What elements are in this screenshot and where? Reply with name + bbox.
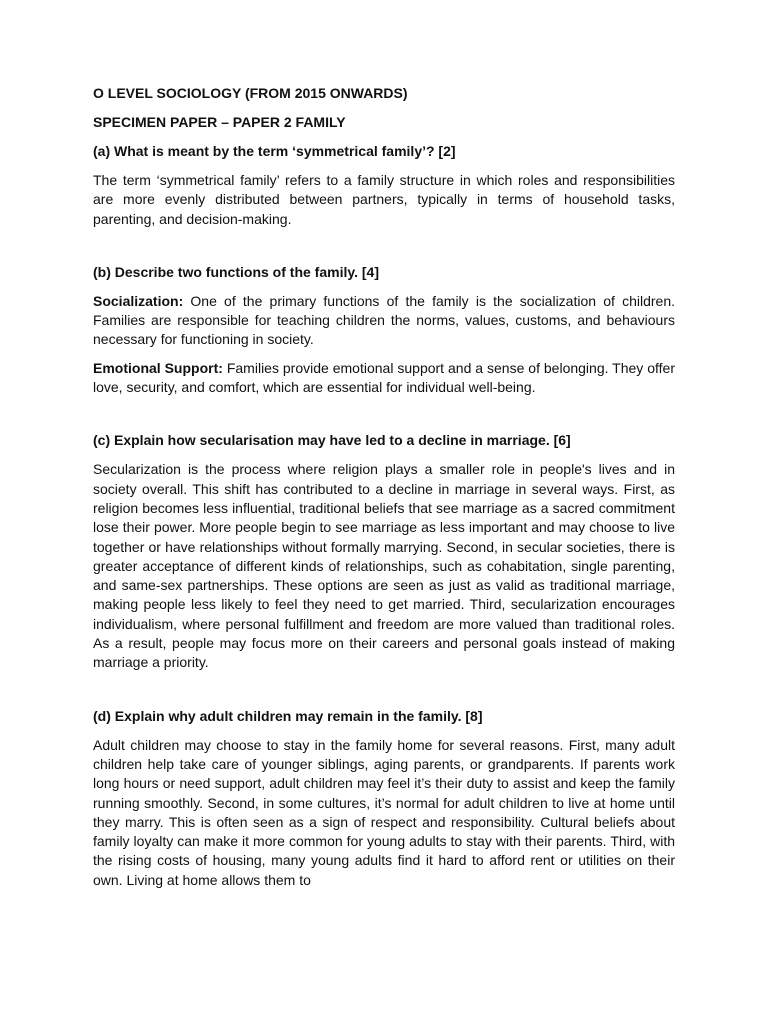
- function-term: Socialization:: [93, 292, 184, 309]
- function-term: Emotional Support:: [93, 359, 223, 376]
- question-d: (d) Explain why adult children may remain in the family. [8]: [93, 707, 483, 724]
- question-b: (b) Describe two functions of the family. [4]: [93, 263, 379, 280]
- section-gap: [93, 682, 675, 707]
- question-a: (a) What is meant by the term ‘symmetrical family’? [2]: [93, 143, 456, 159]
- answer-d: Adult children may choose to stay in the family home for several reasons. First, many adult children help take care of younger siblings, aging parents, or grandparents. If parents work long hours or need support, adult children may feel it’s their duty to assist and keep the family running smoothly. Second, in some cultures, it’s normal for adult children to live at home until they marry. This is often seen as a sign of respect and responsibility. Cultural beliefs about family loyalty can make it more common for young adults to stay with their parents. Third, with the rising costs of housing, many young adults find it hard to afford rent or utilities on their own. Living at home allows them to: [93, 736, 675, 888]
- function-text: One of the primary functions of the family is the socialization of children. Families are responsible for teaching children the norms, values, customs, and behaviours necessary for functioning in society.: [93, 292, 675, 348]
- section-gap: [93, 406, 675, 431]
- question-c: (c) Explain how secularisation may have led to a decline in marriage. [6]: [93, 432, 571, 449]
- document-subtitle: SPECIMEN PAPER – PAPER 2 FAMILY: [93, 114, 346, 130]
- answer-a: The term ‘symmetrical family’ refers to a family structure in which roles and responsibilities are more evenly distributed between partners, typically in terms of household tasks, parenting, and decision-making.: [93, 172, 675, 227]
- answer-c: Secularization is the process where religion plays a smaller role in people's lives and in society overall. This shift has contributed to a decline in marriage in several ways. First, as religion becomes less influential, traditional beliefs that see marriage as a sacred commitment lose their power. More people begin to see marriage as less important and may choose to live together or have relationships without formally marrying. Second, in secular societies, there is greater acceptance of different kinds of relationships, such as cohabitation, single parenting, and same-sex partnerships. These options are seen as just as valid as traditional marriage, making people less likely to feel they need to get married. Third, secularization encourages individualism, where personal fulfillment and freedom are more valued than traditional roles. As a result, people may focus more on their careers and personal goals instead of making marriage a priority.: [93, 461, 675, 671]
- function-emotional-support: [93, 359, 675, 398]
- document-title: O LEVEL SOCIOLOGY (FROM 2015 ONWARDS): [93, 85, 408, 101]
- section-gap: [93, 238, 675, 263]
- function-text: Families provide emotional support and a sense of belonging. They offer love, security, and comfort, which are essential for individual well-being.: [93, 359, 675, 396]
- document-page: [93, 84, 675, 899]
- function-socialization: [93, 292, 675, 350]
